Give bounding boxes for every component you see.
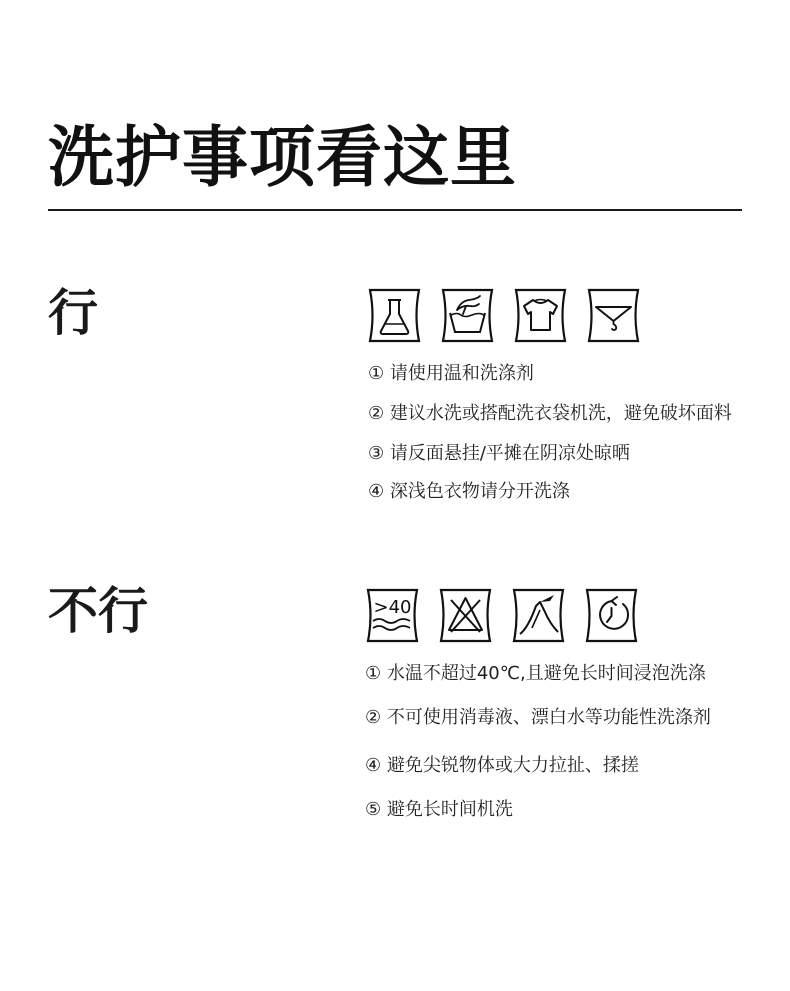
do-section-heading: 行 <box>48 284 98 342</box>
title-divider <box>48 209 742 211</box>
dont-rule-item: ② 不可使用消毒液、漂白水等功能性洗涤剂 <box>365 707 711 728</box>
do-rule-item: ③ 请反面悬挂/平摊在阴凉处晾晒 <box>368 443 630 464</box>
flask-icon <box>366 288 423 343</box>
dont-section-heading: 不行 <box>48 582 148 640</box>
no-bleach-icon <box>437 588 494 643</box>
page-title: 洗护事项看这里 <box>48 119 517 196</box>
tshirt-icon <box>512 288 569 343</box>
water-temp-40-icon <box>364 588 421 643</box>
hand-wash-icon <box>439 288 496 343</box>
dont-icons-row <box>364 588 640 643</box>
do-rule-item: ① 请使用温和洗涤剂 <box>368 363 534 384</box>
timer-icon <box>583 588 640 643</box>
dont-rule-item: ① 水温不超过40℃,且避免长时间浸泡洗涤 <box>365 663 706 684</box>
do-rule-item: ② 建议水洗或搭配洗衣袋机洗，避免破坏面料 <box>368 403 732 424</box>
dont-rule-item: ⑤ 避免长时间机洗 <box>365 799 513 820</box>
do-icons-row <box>366 288 642 343</box>
hanger-icon <box>585 288 642 343</box>
sharp-object-icon <box>510 588 567 643</box>
svg-text:>40: >40 <box>373 597 412 618</box>
dont-rule-item: ④ 避免尖锐物体或大力拉扯、揉搓 <box>365 755 639 776</box>
do-rule-item: ④ 深浅色衣物请分开洗涤 <box>368 481 570 502</box>
